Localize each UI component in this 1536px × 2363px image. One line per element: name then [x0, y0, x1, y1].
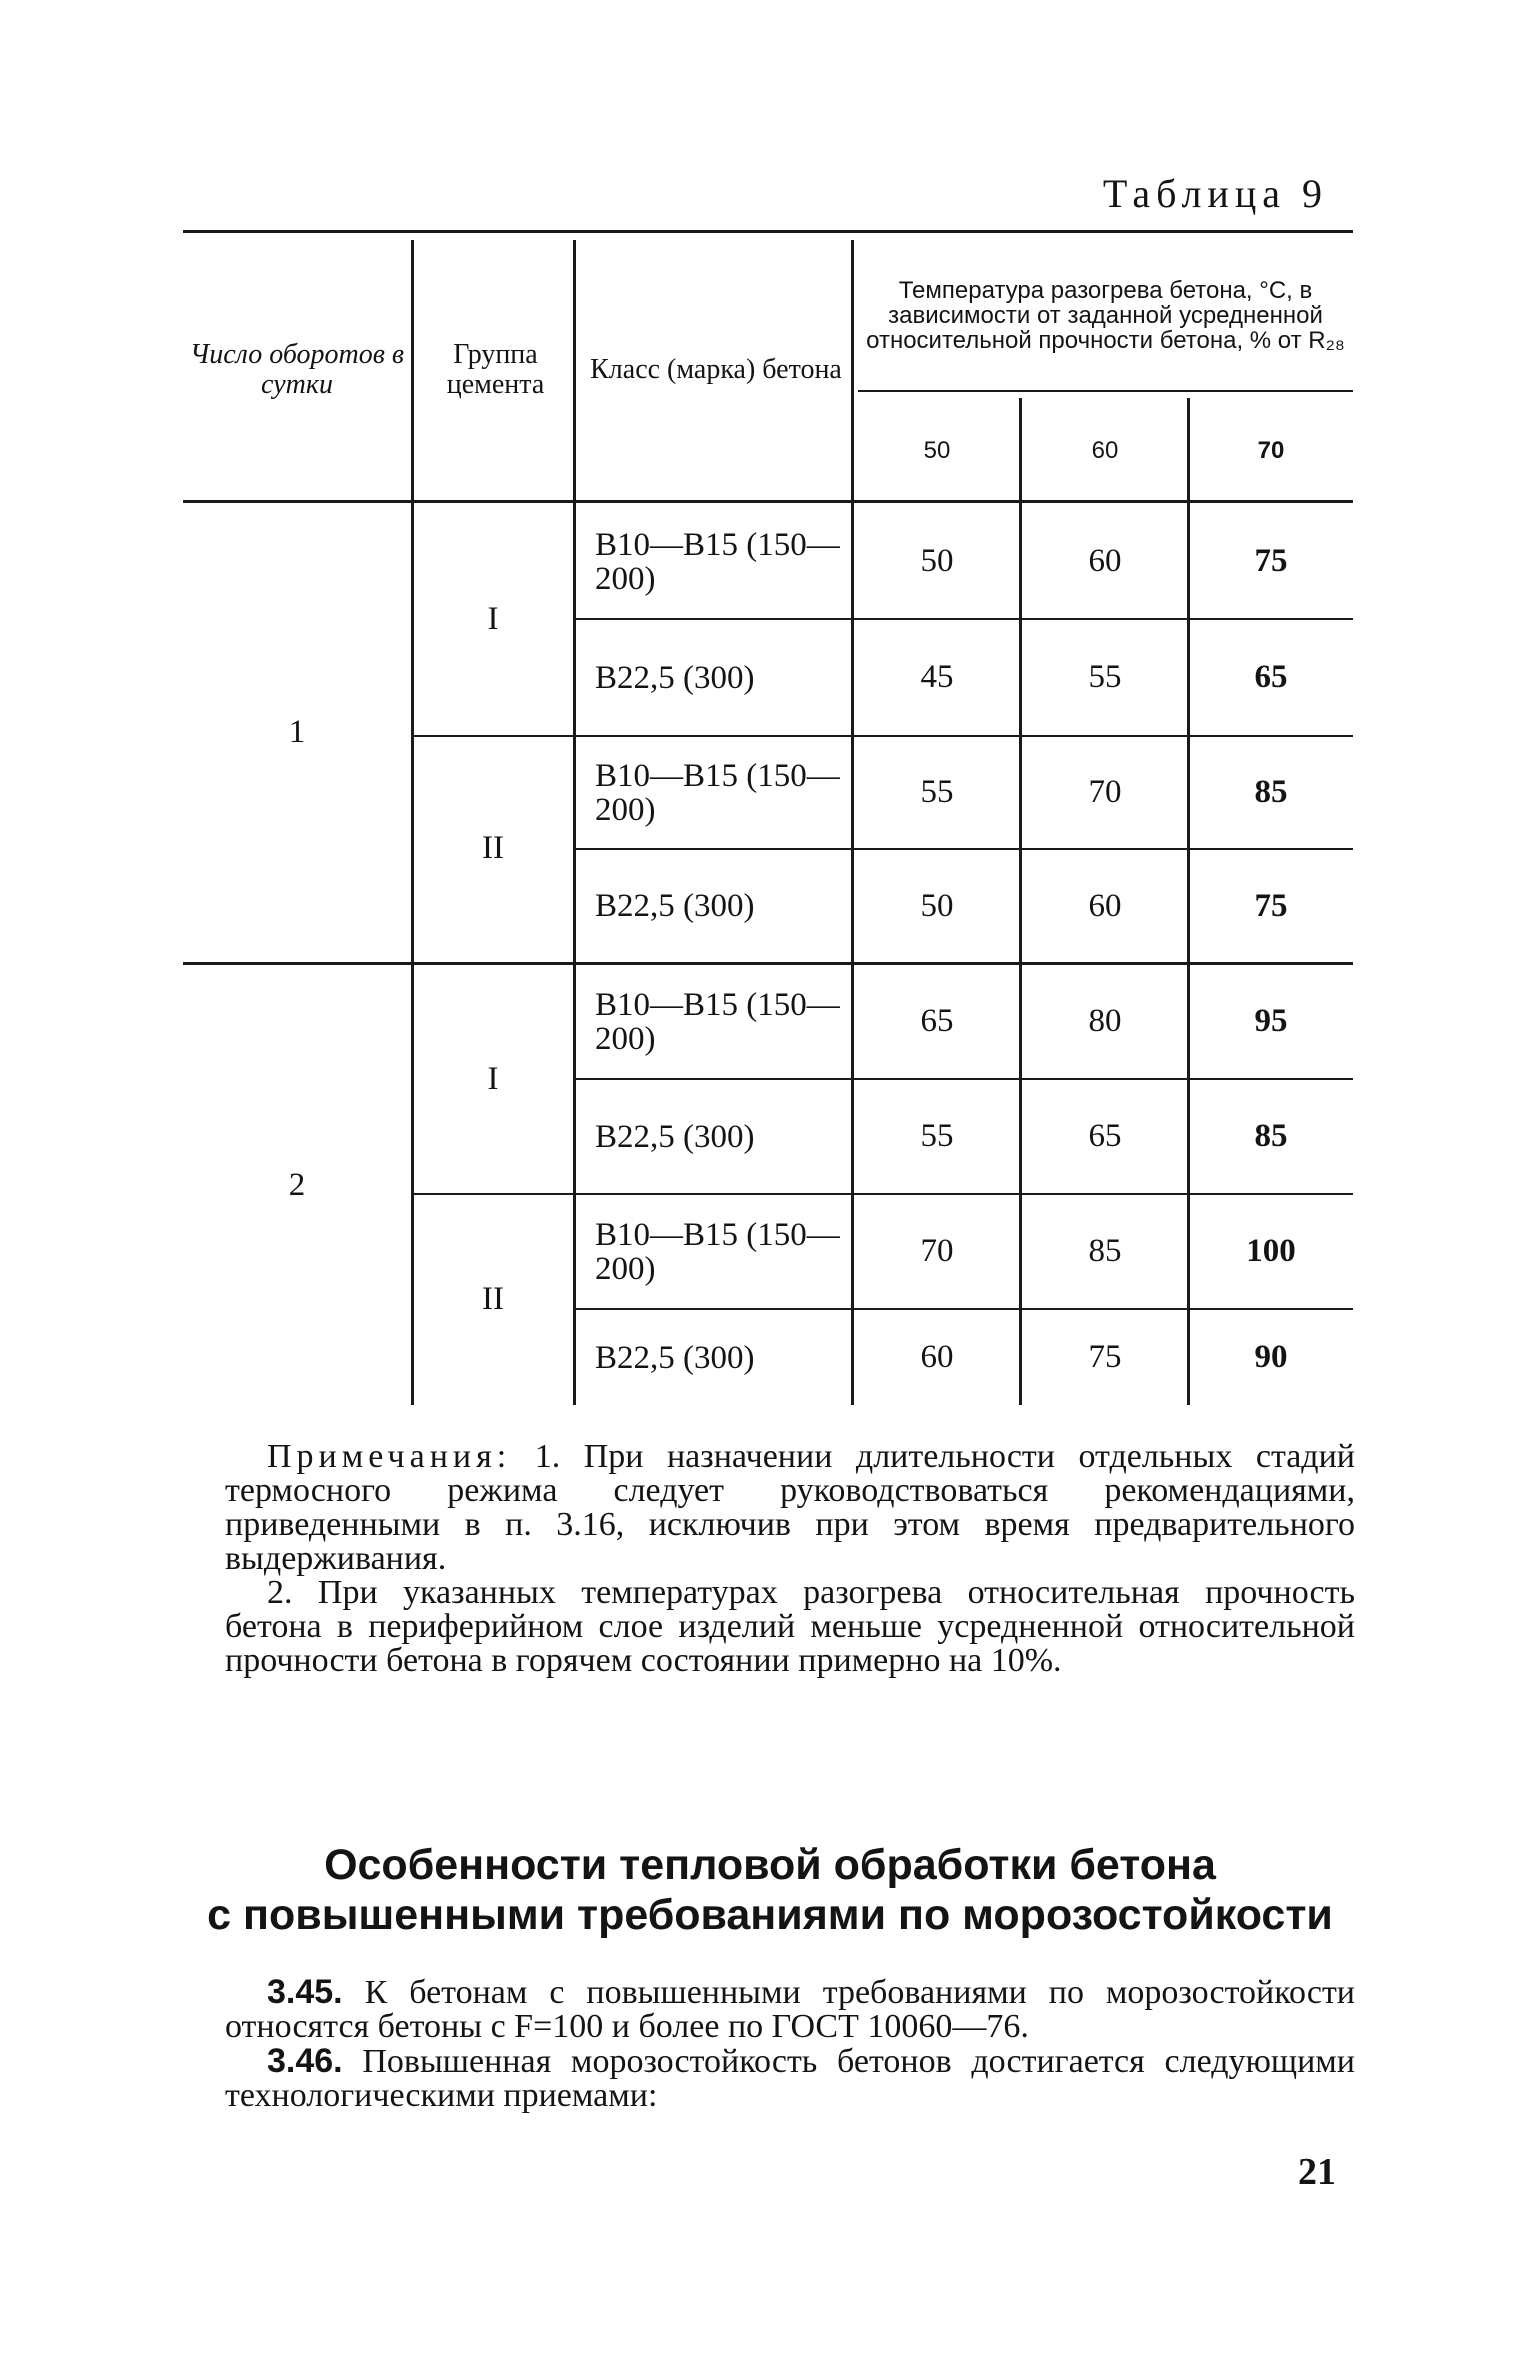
paragraph-text: Повышенная морозостойкость бетонов достигается следующими технологическими приемами: [225, 2043, 1356, 2114]
value-cell: 70 [1088, 774, 1122, 810]
section-heading-line-2: с повышенными требованиями по морозостойкости [207, 1891, 1333, 1939]
section-heading-line-1: Особенности тепловой обработки бетона [324, 1841, 1216, 1889]
vrule-4 [1019, 398, 1022, 1405]
value-cell: 60 [1088, 543, 1122, 579]
paragraph-3-46 [225, 2044, 1355, 2113]
paragraph-number: 3.45. [267, 1973, 343, 2011]
value-cell: 60 [920, 1339, 954, 1375]
value-cell: 75 [1088, 1339, 1122, 1375]
header-sub-rule [858, 390, 1353, 392]
notes-label: Примечания: [267, 1438, 512, 1475]
note-1: 1. При назначении длительности отдельных стадий термосного режима следует руководствоваться рекомендациями, приведенными в п. 3.16, исключив при этом время предварительного выдерживания. [225, 1438, 1355, 1577]
temperature-table [183, 230, 1353, 1410]
paragraph-text: К бетонам с повышенными требованиями по морозостойкости относятся бетоны с F=100 и более по ГОСТ 10060—76. [225, 1974, 1355, 2045]
value-cell: 55 [1088, 659, 1122, 695]
header-concrete-class: Класс (марка) бетона [590, 354, 842, 385]
value-cell: 80 [1088, 1003, 1122, 1039]
value-cell: 65 [1254, 659, 1288, 695]
note-2: 2. При указанных температурах разогрева относительная прочность бетона в периферийном слое изделий меньше усредненной относительной прочности бетона в горячем состоянии примерно на 10%. [225, 1574, 1355, 1679]
class-cell: В10—В15 (150—200) [595, 1216, 840, 1287]
group-cell-4: II [482, 1280, 504, 1317]
value-cell: 65 [920, 1003, 954, 1039]
header-temperature: Температура разогрева бетона, °С, в зависимости от заданной усредненной относительной прочности бетона, % от R₂₈ [866, 276, 1345, 354]
page-number: 21 [1298, 2151, 1336, 2193]
class-cell: В22,5 (300) [595, 659, 755, 696]
value-cell: 45 [920, 659, 954, 695]
class-cell: В22,5 (300) [595, 888, 755, 924]
value-cell: 100 [1246, 1233, 1296, 1269]
value-cell: 90 [1254, 1339, 1288, 1375]
value-cell: 50 [920, 887, 954, 924]
revolutions-cell-2: 2 [288, 1166, 306, 1203]
body-text [225, 1975, 1355, 2113]
value-cell: 75 [1254, 887, 1288, 924]
section-heading [180, 1840, 1360, 1940]
value-cell: 85 [1254, 1118, 1288, 1154]
value-cell: 70 [920, 1233, 954, 1269]
group-cell-1: I [487, 600, 499, 637]
header-strength-60: 60 [1091, 436, 1119, 464]
value-cell: 85 [1088, 1233, 1122, 1269]
class-cell: В10—В15 (150—200) [595, 757, 840, 828]
header-strength-50: 50 [923, 436, 951, 464]
value-cell: 50 [920, 543, 954, 579]
value-cell: 55 [920, 1118, 954, 1154]
table-notes [225, 1440, 1355, 1678]
value-cell: 60 [1088, 887, 1122, 924]
group-cell-3: I [487, 1060, 499, 1097]
class-cell: В10—В15 (150—200) [595, 526, 840, 597]
class-cell: В22,5 (300) [595, 1339, 755, 1376]
vrule-5 [1187, 398, 1190, 1405]
vrule-3 [851, 240, 854, 1405]
paragraph-number: 3.46. [267, 2042, 343, 2080]
table-caption: Таблица 9 [1102, 171, 1328, 216]
value-cell: 85 [1254, 774, 1288, 810]
value-cell: 65 [1088, 1118, 1122, 1154]
table-top-rule [183, 230, 1353, 233]
value-cell: 95 [1254, 1003, 1288, 1039]
revolutions-cell-1: 1 [288, 714, 306, 750]
class-cell: В22,5 (300) [595, 1118, 755, 1155]
header-revolutions: Число оборотов в сутки [189, 339, 405, 400]
paragraph-3-45 [225, 1975, 1355, 2044]
value-cell: 55 [920, 774, 954, 810]
header-cement-group: Группа цемента [446, 339, 545, 400]
value-cell: 75 [1254, 543, 1288, 579]
header-strength-70: 70 [1257, 436, 1285, 464]
group-cell-2: II [482, 830, 504, 866]
class-cell: В10—В15 (150—200) [595, 986, 840, 1057]
